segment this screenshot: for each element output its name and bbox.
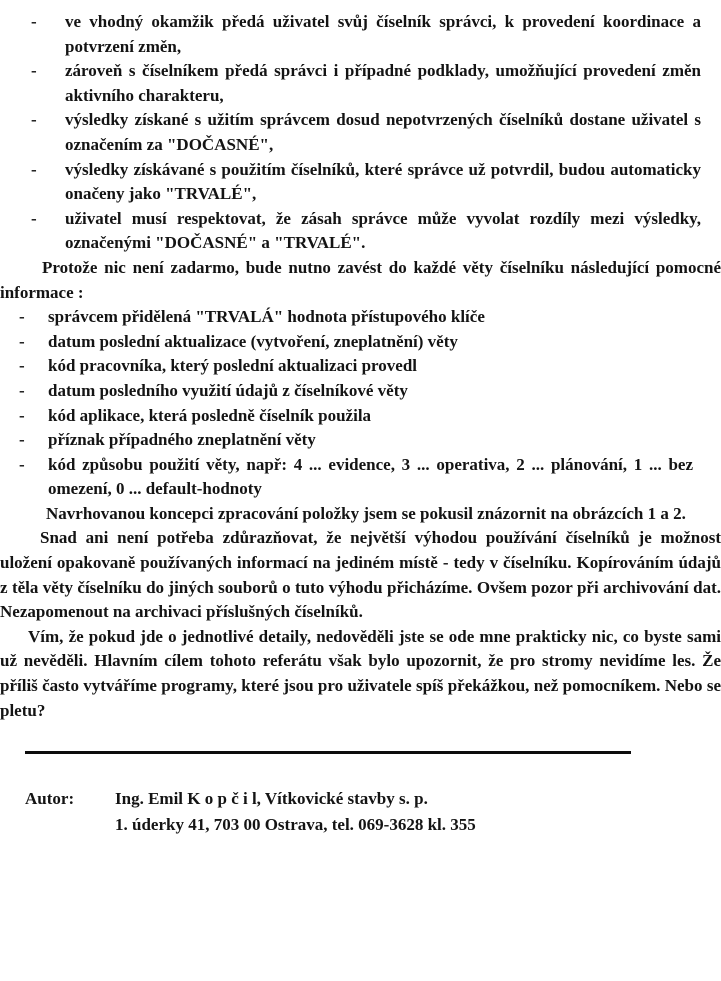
paragraph-advantage: Snad ani není potřeba zdůrazňovat, že největší výhodou používání číselníků je možnost uložení opakovaně používaných informací na jediném místě - tedy v číselníku. Kopírováním údajů z těla věty číselníku do jiných souborů o tuto výhodu přicházíme. Ovšem pozor při archivování dat. Nezapomenout na archivaci příslušných číselníků. (0, 528, 721, 622)
dash-marker: - (19, 405, 25, 425)
list-item (0, 428, 693, 453)
dash-marker: - (19, 356, 25, 376)
list-item (0, 158, 701, 207)
dash-marker: - (19, 454, 25, 474)
dash-marker: - (19, 430, 25, 450)
list-item-text: zároveň s číselníkem předá správci i případné podklady, umožňující provedení změn aktivního charakteru, (65, 61, 701, 105)
list-item-text: kód aplikace, která posledně číselník použila (48, 405, 372, 425)
bullet-list-record-info (0, 305, 721, 502)
list-item (0, 330, 693, 355)
paragraph-figures: Navrhovanou koncepci zpracování položky jsem se pokusil znázornit na obrázcích 1 a 2. (46, 503, 686, 523)
list-item-text: výsledky získávané s použitím číselníků, které správce už potvrdil, budou automaticky onačeny jako "TRVALÉ", (65, 159, 701, 204)
list-item-text: uživatel musí respektovat, že zásah správce může vyvolat rozdíly mezi výsledky, označenými "DOČASNÉ" a "TRVALÉ". (65, 208, 701, 253)
dash-marker: - (31, 159, 37, 179)
author-lines (115, 786, 721, 838)
author-label: Autor: (25, 789, 75, 809)
author-address-line: 1. úderky 41, 703 00 Ostrava, tel. 069-3628 kl. 355 (115, 815, 476, 835)
list-item (0, 305, 693, 330)
paragraph-closing: Vím, že pokud jde o jednotlivé detaily, nedověděli jste se ode mne prakticky nic, co byste sami už nevěděli. Hlavním cílem tohoto referátu však bylo upozornit, že pro stromy nevidíme les. Že příliš často vytváříme programy, které jsou pro uživatele spíš překážkou, než pomocníkem. Nebo se pletu? (0, 626, 721, 720)
dash-marker: - (31, 110, 37, 130)
dash-marker: - (19, 331, 25, 351)
list-item (0, 379, 693, 404)
list-item-text: datum poslední aktualizace (vytvoření, zneplatnění) věty (48, 331, 458, 351)
author-block (25, 786, 721, 838)
list-item (0, 453, 693, 502)
list-item (0, 404, 693, 429)
dash-marker: - (31, 208, 37, 228)
list-item-text: správcem přidělená "TRVALÁ" hodnota přístupového klíče (48, 307, 485, 327)
dash-marker: - (19, 380, 25, 400)
list-item-text: datum posledního využití údajů z číselníkové věty (48, 380, 408, 400)
dash-marker: - (31, 61, 37, 81)
list-item-text: kód pracovníka, který poslední aktualizaci provedl (48, 356, 418, 376)
list-item-text: výsledky získané s užitím správcem dosud nepotvrzených číselníků dostane uživatel s označením za "DOČASNÉ", (65, 110, 701, 154)
list-item-text: příznak případného zneplatnění věty (48, 430, 316, 450)
horizontal-rule (25, 751, 631, 754)
author-name-line: Ing. Emil K o p č i l, Vítkovické stavby s. p. (115, 789, 428, 809)
list-item (0, 108, 701, 157)
list-item (0, 10, 701, 59)
dash-marker: - (31, 12, 37, 31)
list-item (0, 207, 701, 256)
list-item (0, 354, 693, 379)
list-item (0, 59, 701, 108)
list-item-text: ve vhodný okamžik předá uživatel svůj číselník správci, k provedení koordinace a potvrzení změn, (65, 12, 701, 56)
dash-marker: - (19, 307, 25, 327)
list-item-text: kód způsobu použití věty, např: 4 ... evidence, 3 ... operativa, 2 ... plánování, 1 ... bez omezení, 0 ... default-hodnoty (48, 454, 693, 499)
paragraph-intro: Protože nic není zadarmo, bude nutno zavést do každé věty číselníku následující pomocné informace : (0, 257, 721, 302)
bullet-list-duties (0, 10, 721, 256)
